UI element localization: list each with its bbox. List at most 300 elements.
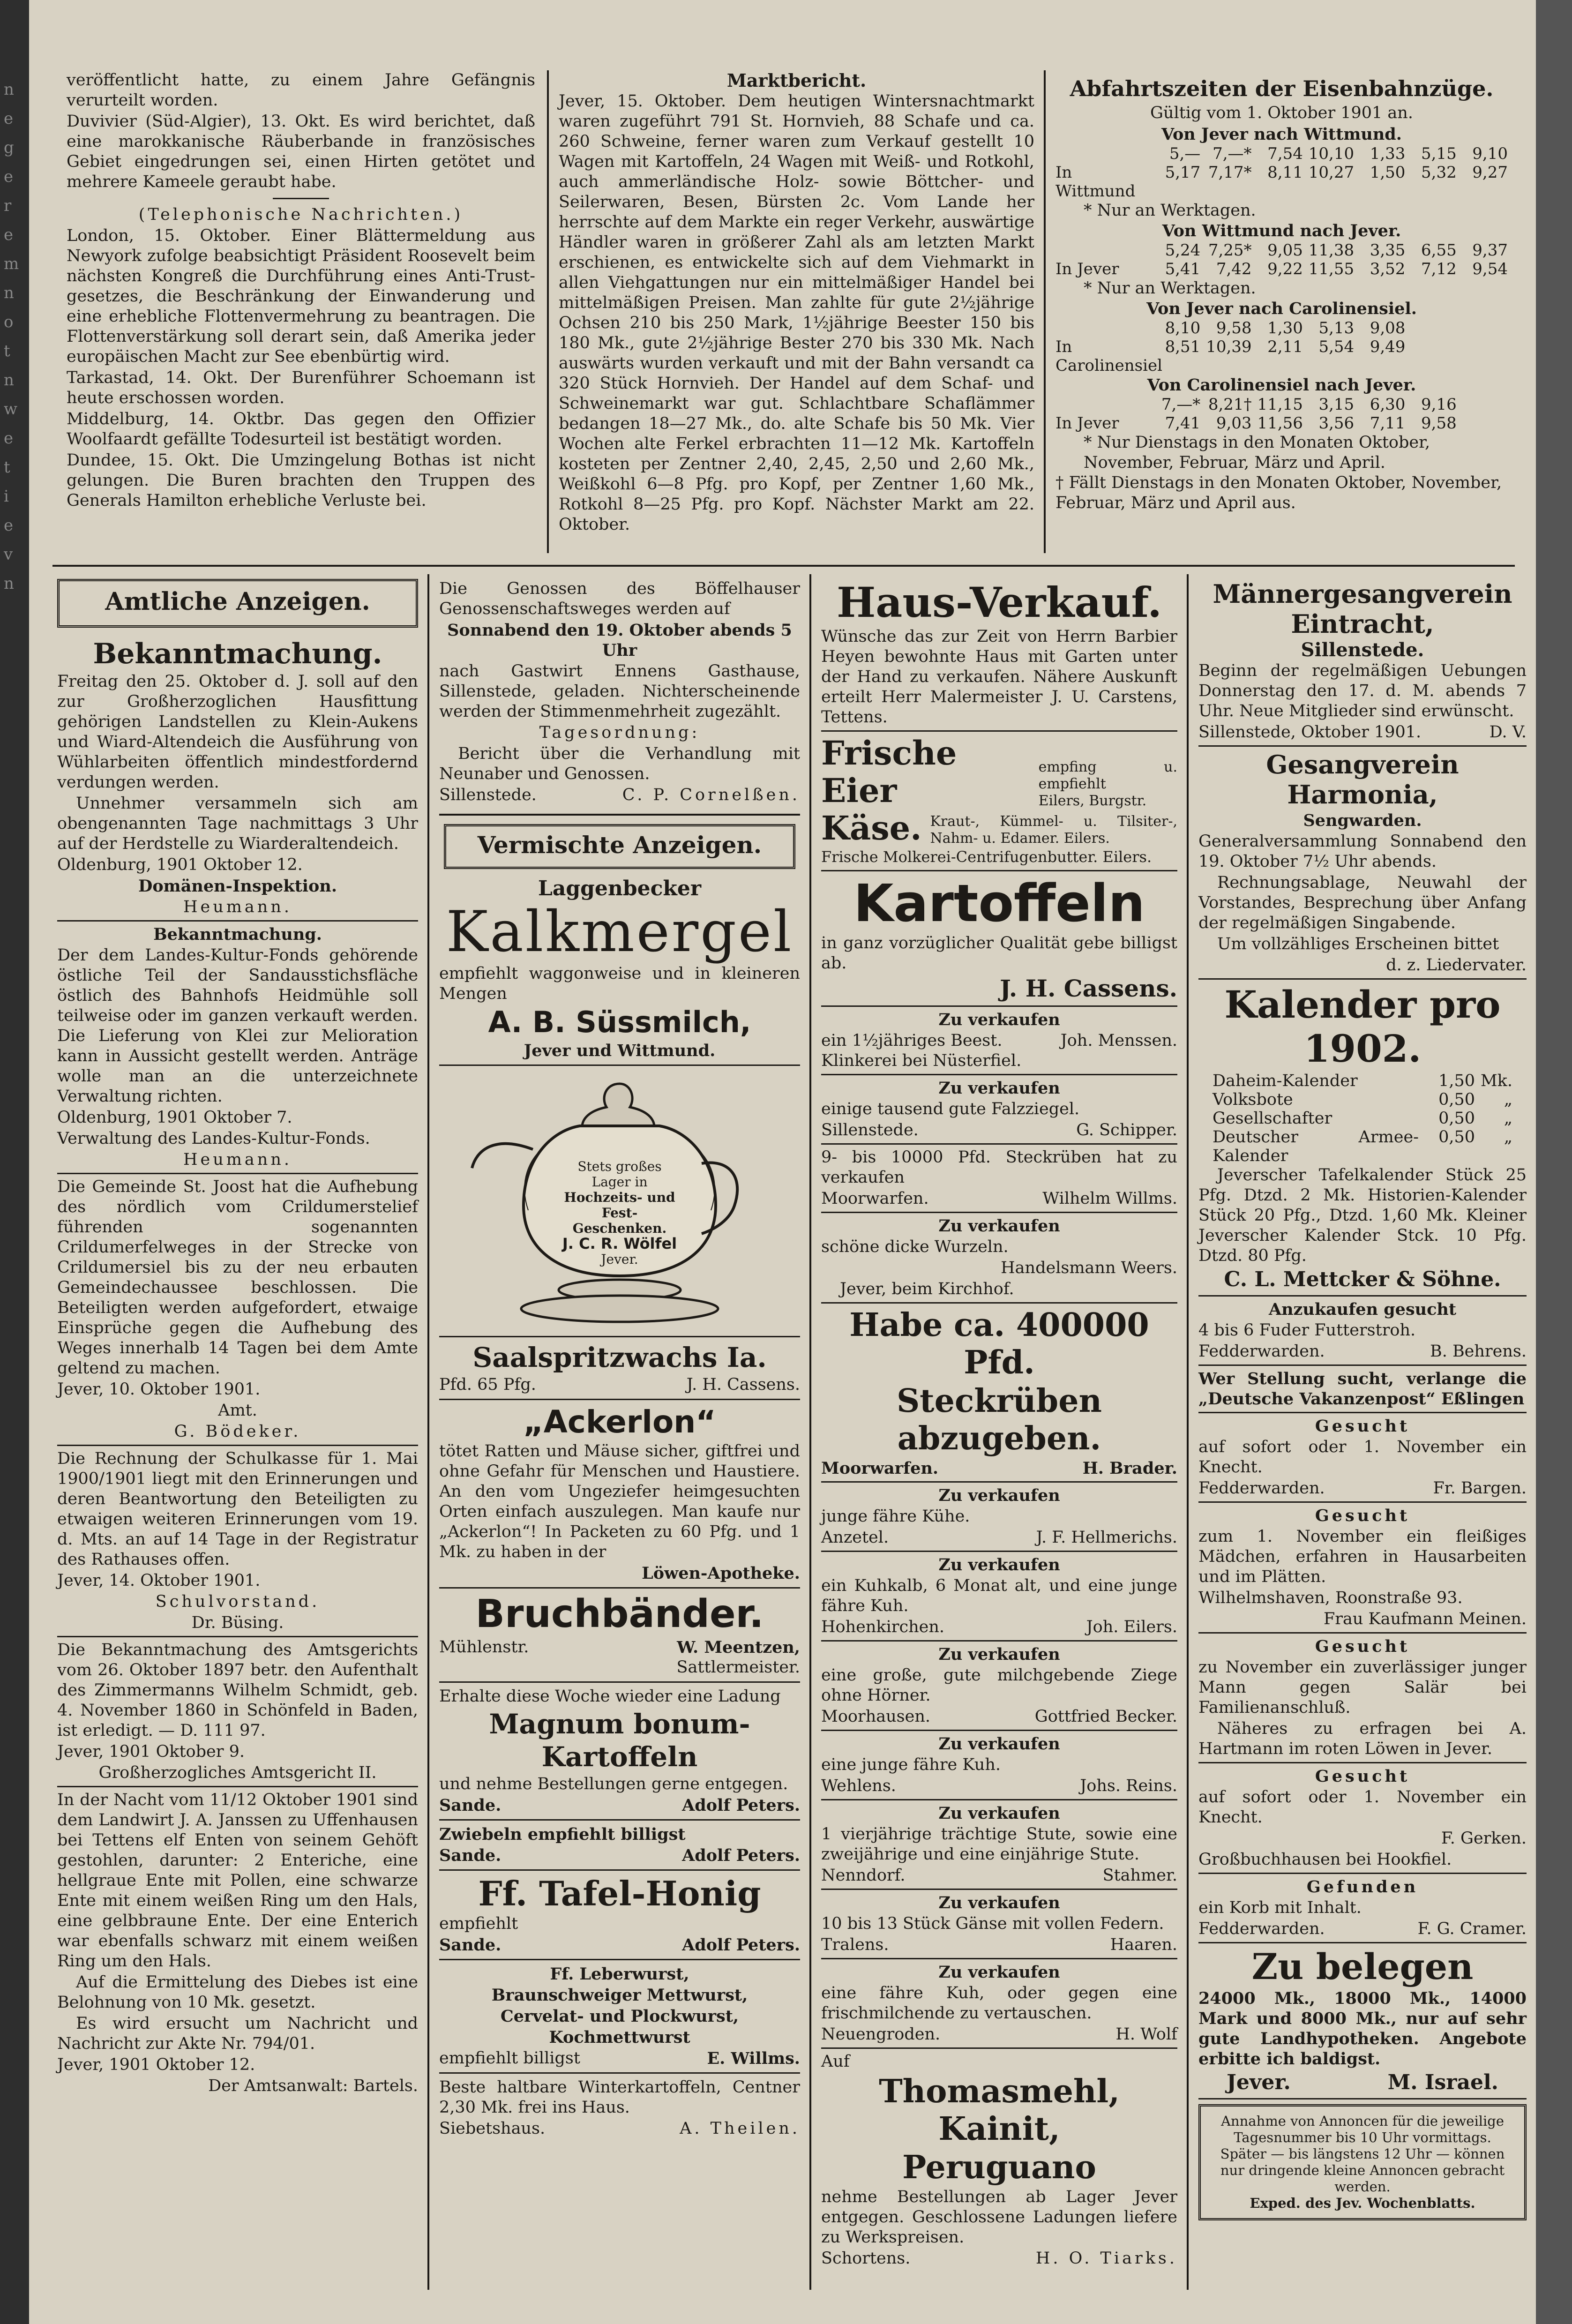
rail-time — [1405, 337, 1456, 375]
rail-time: 1,33 — [1370, 144, 1406, 163]
rail-time: 9,54 — [1472, 260, 1508, 278]
rail-time: 11,15 — [1257, 395, 1303, 414]
v10-place: Tralens. — [821, 1935, 889, 1954]
notice-sig: Exped. des Jev. Wochenblatts. — [1250, 2195, 1475, 2211]
column-rule — [547, 70, 549, 553]
kalender-item — [1213, 1090, 1512, 1109]
rail-time: 6,30 — [1370, 395, 1406, 414]
column-ads-2 — [439, 579, 800, 2139]
enten-text: In der Nacht vom 11/12 Oktober 1901 sind dem Landwirt J. A. Janssen zu Uffenhausen bei Tettens elf Enten von seinem Gehöft gestohlen, darunter: 2 Enteriche, eine hellgraue Ente mit Pollen, eine schwarze Ente mit einem weißen Ring um den Hals, eine gelbbraune Ente. Der eine Enterich war ebenfalls schwarz mit einem weißen Ring um den Hals. — [57, 1791, 418, 1971]
market-text: Jever, 15. Oktober. Dem heutigen Wintersnachtmarkt waren zugeführt 791 St. Hornvieh, 88 Schafe und ca. 260 Schweine, ferner waren zum Verkauf gestellt 10 Wagen mit Kartoffeln, 24 Wagen mit Weiß- und Rotkohl, auch ammerländische Holz- sowie Böttcher- und Seilerwaren, Besen, Bürsten 2c. Vom Lande her herrschte auf dem Markte ein reger Verkehr, auswärtige Händler waren in größerer Zahl als am letzten Markt erschienen, es entwickelte sich auf dem Viehmarkt in allen Viehgattungen nur ein mittelmäßiger Handel bei mittelmäßigen Preisen. Man zahlte für gute 2½jährige Ochsen 210 bis 250 Mark, 1½jährige Beester 150 bis 180 Mk., gute 2½jährige Bester 270 bis 330 Mk. Nach auswärts wurden verkauft und mit der Bahn versandt ca 320 Stück Hornvieh. Der Handel auf dem Schaf- und Schweinemarkt war gut. Schlachtbare Schaflämmer bedangen 18—27 Mk., do. alte Schafe bis 50 Mk. Vier Wochen alte Ferkel erbrachten 11—12 Mk. Kartoffeln kosteten per Zentner 2,40, 2,45, 2,50 und 2,60 Mk., Weißkohl 6—8 Pfg. pro Kopf, per Zentner 1,60 Mk., Rotkohl 8—25 Pfg. pro Kopf. Nächster Markt am 22. Oktober. — [559, 92, 1034, 534]
rail-time: 7,17* — [1208, 163, 1252, 182]
rail-section-title: Von Carolinensiel nach Jever. — [1147, 375, 1416, 395]
wurst-line: Ff. Leberwurst, — [550, 1964, 689, 1984]
bek1-text2: Unnehmer versammeln sich am obengenannten Tage nachmittags 3 Uhr auf der Herdstelle zu Wiarderaltendeich. — [57, 794, 418, 853]
winter-place: Siebetshaus. — [439, 2119, 546, 2138]
bruch-role: Sattlermeister. — [676, 1658, 800, 1677]
kalender-item-name: Volksbote — [1213, 1090, 1293, 1109]
steck-sig: H. Brader. — [1082, 1459, 1177, 1478]
rail-station: In Jever — [1055, 414, 1119, 433]
enten-text3: Es wird ersucht um Nachricht und Nachricht zur Akte Nr. 794/01. — [57, 2014, 418, 2053]
railway-timetable — [1055, 75, 1508, 514]
gef-text: ein Korb mit Inhalt. — [1198, 1898, 1362, 1917]
v4-text: schöne dicke Wurzeln. — [821, 1237, 1009, 1256]
newspaper-page — [29, 0, 1536, 2324]
v8-text: eine junge fähre Kuh. — [821, 1755, 1001, 1774]
harmonia-text2: Rechnungsablage, Neuwahl der Vorstandes, Besprechung über Anfang der regelmäßigen Singabende. — [1198, 873, 1527, 932]
rail-note: * Nur an Werktagen. — [1084, 279, 1256, 298]
v10-sig: Haaren. — [1110, 1935, 1177, 1954]
rail-time: 3,52 — [1370, 260, 1406, 278]
gef-title: Gefunden — [1306, 1877, 1419, 1897]
v6-text: ein Kuhkalb, 6 Monat alt, und eine junge fähre Kuh. — [821, 1576, 1177, 1615]
rail-time: 11,56 — [1257, 414, 1303, 433]
v1-title: Zu verkaufen — [938, 1010, 1060, 1029]
suess-place: Jever und Wittmund. — [524, 1041, 716, 1060]
g4-title: Gesucht — [1315, 1767, 1410, 1786]
laggen: Laggenbecker — [538, 877, 702, 900]
enten-text2: Auf die Ermittelung des Diebes ist eine Belohnung von 10 Mk. gesetzt. — [57, 1973, 418, 2012]
rail-valid: Gültig vom 1. Oktober 1901 an. — [1150, 104, 1413, 122]
rail-time: 11,38 — [1308, 241, 1355, 260]
zu-belegen: Zu belegen — [1251, 1946, 1474, 1987]
rail-time: 5,24 — [1165, 241, 1201, 260]
harmonia: Gesangverein Harmonia, — [1266, 750, 1459, 810]
column-rule — [809, 574, 811, 2290]
rail-time: 5,41 — [1165, 260, 1201, 278]
rail-time: 9,10 — [1472, 144, 1508, 163]
rail-note2: † Fällt Dienstags in den Monaten Oktober, November, Februar, März und April aus. — [1055, 473, 1502, 512]
v11-title: Zu verkaufen — [938, 1963, 1060, 1982]
kalender-item-unit: Mk. — [1480, 1072, 1512, 1090]
amtsg-place: Jever, 1901 Oktober 9. — [57, 1742, 245, 1761]
rail-time: 7,—* — [1213, 144, 1252, 163]
rail-time: 9,05 — [1267, 241, 1303, 260]
bek1-sig: Heumann. — [183, 898, 292, 916]
news-continuation: veröffentlicht hatte, zu einem Jahre Gefängnis verurteilt worden. — [67, 71, 535, 110]
v10-text: 10 bis 13 Stück Gänse mit vollen Federn. — [821, 1914, 1164, 1933]
enten-place: Jever, 1901 Oktober 12. — [57, 2055, 255, 2074]
column-official — [57, 579, 418, 2097]
genossen-date: Sonnabend den 19. Oktober abends 5 Uhr — [447, 621, 792, 660]
eintracht-sig: D. V. — [1489, 723, 1527, 742]
rail-row — [1055, 144, 1508, 163]
v2-title: Zu verkaufen — [938, 1079, 1060, 1098]
rail-time: 9,08 — [1370, 319, 1406, 337]
haus-text: Wünsche das zur Zeit von Herrn Barbier Heyen bewohnte Haus mit Garten unter der Hand zu verkaufen. Nähere Auskunft erteilt Herr Malermeister J. U. Carstens, Tettens. — [821, 627, 1177, 727]
kalender-list — [1198, 1072, 1527, 1165]
kalender-item-price: 0,50 — [1438, 1090, 1475, 1109]
honig-place: Sande. — [439, 1935, 502, 1955]
belegen-text: 24000 Mk., 18000 Mk., 14000 Mark und 8000 Mk., nur auf sehr gute Landhypotheken. Angebote erbitte ich baldigst. — [1198, 1989, 1527, 2069]
tages-text: Bericht über die Verhandlung mit Neunaber und Genossen. — [439, 744, 800, 783]
v11-place: Neuengroden. — [821, 2025, 941, 2044]
v11-text: eine fähre Kuh, oder gegen eine frischmilchende zu vertauschen. — [821, 1984, 1177, 2023]
rail-section-title: Von Jever nach Carolinensiel. — [1146, 299, 1417, 318]
rail-time: 7,11 — [1370, 414, 1406, 433]
eintracht-text: Beginn der regelmäßigen Uebungen Donnerstag den 17. d. M. abends 7 Uhr. Neue Mitglieder sind erwünscht. — [1198, 661, 1527, 720]
g1-text: auf sofort oder 1. November ein Knecht. — [1198, 1438, 1527, 1477]
rail-time: 11,55 — [1308, 260, 1355, 278]
thomasmehl: Thomasmehl, Kainit, — [879, 2073, 1120, 2148]
bruch-name: W. Meentzen, — [677, 1638, 800, 1657]
column-rule — [1187, 574, 1189, 2290]
eier-text: empfing u. empfiehlt — [1038, 759, 1177, 792]
stellung: Wer Stellung sucht, verlange die „Deutsche Vakanzenpost“ Eßlingen — [1198, 1369, 1527, 1409]
kalender-item — [1213, 1072, 1512, 1090]
rail-time: 9,58 — [1216, 319, 1252, 337]
magnum-sig: Adolf Peters. — [682, 1796, 800, 1815]
rail-note: * Nur an Werktagen. — [1084, 201, 1256, 220]
kaese-text: Kraut-, Kümmel- u. Tilsiter-, Nahm- u. Edamer. Eilers. — [930, 813, 1177, 847]
eier-sig: Eilers, Burgstr. — [1038, 793, 1147, 809]
eier: Frische Eier — [821, 734, 957, 810]
rail-time: 5,15 — [1421, 144, 1457, 163]
urn-text — [549, 1159, 690, 1267]
rail-station: In Jever — [1055, 260, 1119, 278]
habe: Habe ca. 400000 Pfd. — [849, 1306, 1149, 1381]
news-dundee: Dundee, 15. Okt. Die Umzingelung Bothas ist nicht gelungen. Die Buren brachten den Truppen des Generals Hamilton erhebliche Verluste bei. — [67, 451, 535, 510]
harmonia-text: Generalversammlung Sonnabend den 19. Oktober 7½ Uhr abends. — [1198, 832, 1527, 871]
bek1-org: Domänen-Inspektion. — [138, 877, 337, 896]
urn-line: Lager in — [591, 1174, 648, 1190]
section-divider — [52, 565, 1515, 567]
rail-title: Abfahrtszeiten der Eisenbahnzüge. — [1070, 76, 1494, 101]
kalender-item-price: 0,50 — [1438, 1128, 1475, 1147]
schul-sig: Dr. Büsing. — [191, 1613, 284, 1632]
rail-time: 1,30 — [1267, 319, 1303, 337]
rail-row — [1055, 395, 1508, 414]
bek2-text: Der dem Landes-Kultur-Fonds gehörende östliche Teil der Sandausstichsfläche östlich des Bahnhofs Heidmühle soll teilweise oder im ganzen verkauft werden. Die Lieferung von Klei zur Melioration kann in Aussicht gestellt werden. Anträge wolle man an die unterzeichnete Verwaltung richten. — [57, 946, 418, 1106]
rail-time: 9,03 — [1216, 414, 1252, 433]
g3-text: zu November ein zuverlässiger junger Mann gegen Salär bei Familienanschluß. — [1198, 1658, 1527, 1717]
saalspritzwachs: Saalspritzwachs Ia. — [472, 1342, 767, 1373]
rail-time: 1,50 — [1370, 163, 1406, 182]
notice-text: Annahme von Annoncen für die jeweilige Tagesnummer bis 10 Uhr vormittags. Später — bis längstens 12 Uhr — können nur dringende kleine Annoncen gebracht werden. — [1220, 2113, 1505, 2195]
thomas-pre: Auf — [821, 2052, 850, 2071]
g4-place: Großbuchhausen bei Hookfiel. — [1198, 1850, 1452, 1869]
tafel-honig: Ff. Tafel-Honig — [478, 1874, 761, 1913]
rail-row — [1055, 260, 1508, 278]
rail-time: 8,11 — [1267, 163, 1303, 182]
rail-time: 3,15 — [1318, 395, 1355, 414]
rail-time — [1457, 414, 1508, 433]
news-telephone-heading: (Telephonische Nachrichten.) — [138, 205, 464, 224]
v5-text: junge fähre Kühe. — [821, 1507, 970, 1526]
news-column — [67, 70, 535, 512]
rail-time: 10,39 — [1206, 337, 1252, 356]
eintracht-date: Sillenstede, Oktober 1901. — [1198, 723, 1422, 742]
bruch-place: Mühlenstr. — [439, 1638, 529, 1657]
column-rule — [427, 574, 429, 2290]
rail-station — [1055, 319, 1149, 337]
g3-text2: Näheres zu erfragen bei A. Hartmann im roten Löwen in Jever. — [1198, 1719, 1527, 1758]
g2-place: Wilhelmshaven, Roonstraße 93. — [1198, 1589, 1463, 1607]
g1-title: Gesucht — [1315, 1417, 1410, 1436]
gef-sig: F. G. Cramer. — [1417, 1919, 1527, 1938]
news-duvivier: Duvivier (Süd-Algier), 13. Okt. Es wird berichtet, daß eine marokkanische Räuberbande in französisches Gebiet eingedrungen sei, einen Hirten getötet und mehrere Kameele geraubt habe. — [67, 112, 535, 191]
kalender-item-name: Gesellschafter — [1213, 1109, 1332, 1128]
rail-time: 7,25* — [1208, 241, 1252, 260]
v3-place: Moorwarfen. — [821, 1189, 929, 1208]
page-edge — [1536, 0, 1572, 2324]
v3-text: 9- bis 10000 Pfd. Steckrüben hat zu verkaufen — [821, 1148, 1177, 1187]
thomas-sig: H. O. Tiarks. — [1035, 2249, 1177, 2268]
rail-time: 7,12 — [1421, 260, 1457, 278]
v2-place: Sillenstede. — [821, 1121, 919, 1140]
ackerlon-shop: Löwen-Apotheke. — [642, 1564, 800, 1583]
rail-station — [1055, 395, 1149, 414]
rail-time: 5,— — [1169, 144, 1201, 163]
rail-time: 9,22 — [1267, 260, 1303, 278]
rail-time: 9,58 — [1421, 414, 1457, 433]
rail-time: 7,54 — [1267, 144, 1303, 163]
wurst-sig: E. Willms. — [707, 2049, 800, 2068]
column-ads-3 — [821, 579, 1177, 2269]
magnum-text: Erhalte diese Woche wieder eine Ladung — [439, 1687, 781, 1706]
ankauf-sig: B. Behrens. — [1430, 1342, 1527, 1361]
rail-station: In Wittmund — [1055, 163, 1136, 201]
urn-line: Stets großes — [577, 1159, 662, 1174]
column-ads-4 — [1198, 579, 1527, 2225]
rail-time: 6,55 — [1421, 241, 1457, 260]
v10-title: Zu verkaufen — [938, 1893, 1060, 1912]
kalender-title: Kalender pro 1902. — [1224, 982, 1501, 1071]
v2-text: einige tausend gute Falzziegel. — [821, 1100, 1080, 1118]
g2-sig: Frau Kaufmann Meinen. — [1324, 1610, 1527, 1628]
rail-time: 10,10 — [1308, 144, 1355, 163]
rail-row — [1055, 319, 1508, 337]
rail-time: 5,32 — [1421, 163, 1457, 182]
rail-sections — [1055, 124, 1508, 473]
tages-heading: Tagesordnung: — [539, 723, 700, 742]
v9-title: Zu verkaufen — [938, 1804, 1060, 1823]
genossen-sig: C. P. Cornelßen. — [622, 786, 800, 804]
bek1-text: Freitag den 25. Oktober d. J. soll auf den zur Großherzoglichen Hausfittung gehörigen Landstellen zu Klein-Aukens und Wiard-Altendeich die Ausführung von Wühlarbeiten öffentlich mindestfordernd verdungen werden. — [57, 672, 418, 792]
steckrueben: Steckrüben abzugeben. — [897, 1382, 1102, 1457]
enten-sig: Der Amtsanwalt: Bartels. — [208, 2077, 418, 2095]
magnum-place: Sande. — [439, 1796, 502, 1815]
bleed-through-text: n e g e r e m n o t n w e t i e v n — [4, 80, 19, 593]
bek2-title: Bekanntmachung. — [153, 925, 322, 944]
g1-place: Fedderwarden. — [1198, 1479, 1325, 1498]
joost-text: Die Gemeinde St. Joost hat die Aufhebung des nördlich vom Crildumerstelief führenden sogenannten Crildumerfelweges in der Strecke von Crildumersiel bis zu der neu erbauten Gemeindechaussee beschlossen. Die Beteiligten werden aufgefordert, etwaige Einsprüche gegen die Aufhebung des Weges innerhalb 14 Tagen bei dem Amte geltend zu machen. — [57, 1177, 418, 1378]
schul-text: Die Rechnung der Schulkasse für 1. Mai 1900/1901 liegt mit den Erinnerungen und deren Beantwortung den Beteiligten zu etwaigen weiteren Erinnerungen vom 19. d. Mts. an auf 14 Tage in der Registratur des Rathauses offen. — [57, 1449, 418, 1569]
bek2-place: Oldenburg, 1901 Oktober 7. — [57, 1108, 292, 1127]
rail-time: 5,17 — [1165, 163, 1201, 182]
rail-time: 8,51 — [1165, 337, 1201, 356]
g1-sig: Fr. Bargen. — [1433, 1479, 1527, 1498]
kalender-item-name: Daheim-Kalender — [1213, 1072, 1358, 1090]
bek2-sig: Heumann. — [183, 1150, 292, 1169]
kalender-item-price: 0,50 — [1438, 1109, 1475, 1128]
v1-sig: Joh. Menssen. — [1060, 1031, 1177, 1050]
market-title: Marktbericht. — [726, 70, 867, 91]
v5-place: Anzetel. — [821, 1528, 889, 1547]
news-tarkastad: Tarkastad, 14. Okt. Der Burenführer Schoemann ist heute erschossen worden. — [67, 368, 535, 407]
wurst-line: Cervelat- und Plockwurst, — [500, 2007, 739, 2026]
market-report — [559, 70, 1034, 536]
harmonia-place: Sengwarden. — [1303, 811, 1422, 830]
rail-time: 10,27 — [1308, 163, 1355, 182]
urn-line: J. C. R. Wölfel — [562, 1235, 677, 1252]
wurst-text: empfiehlt billigst — [439, 2049, 580, 2068]
ankauf-text: 4 bis 6 Fuder Futterstroh. — [1198, 1321, 1416, 1340]
amtsg-org: Großherzogliches Amtsgericht II. — [98, 1763, 377, 1782]
suessmilch: A. B. Süssmilch, — [488, 1005, 751, 1039]
g4-sig: F. Gerken. — [1441, 1829, 1527, 1848]
rail-time: 3,35 — [1370, 241, 1406, 260]
winter-sig: A. Theilen. — [680, 2119, 800, 2138]
vermischte-header — [444, 824, 795, 869]
belegen-sig: M. Israel. — [1387, 2070, 1498, 2094]
rail-row — [1055, 241, 1508, 260]
honig-sig: Adolf Peters. — [682, 1935, 800, 1955]
rail-time: 5,13 — [1318, 319, 1355, 337]
book-spine — [0, 0, 29, 2324]
g2-title: Gesucht — [1315, 1506, 1410, 1525]
bek1-title: Bekanntmachung. — [93, 637, 382, 670]
v6-sig: Joh. Eilers. — [1086, 1618, 1177, 1636]
genossen-text: Die Genossen des Böffelhauser Genossenschaftsweges werden auf — [439, 579, 800, 618]
rail-section-title: Von Wittmund nach Jever. — [1162, 221, 1401, 240]
rail-note: * Nur Dienstags in den Monaten Oktober, November, Februar, März und April. — [1084, 433, 1430, 472]
urn-line: Jever. — [601, 1252, 638, 1267]
v5-title: Zu verkaufen — [938, 1486, 1060, 1505]
thomas-text: nehme Bestellungen ab Lager Jever entgegen. Geschlossene Ladungen liefere zu Werkspreisen. — [821, 2188, 1177, 2247]
v8-sig: Johs. Reins. — [1080, 1777, 1177, 1795]
v4-title: Zu verkaufen — [938, 1216, 1060, 1236]
eintracht-place: Sillenstede. — [1301, 639, 1424, 661]
rail-time — [1457, 319, 1508, 337]
wurst-line: Braunschweiger Mettwurst, — [491, 1986, 748, 2005]
joost-org: Amt. — [218, 1401, 257, 1420]
rail-station — [1055, 144, 1149, 163]
amtliche-title: Amtliche Anzeigen. — [105, 587, 370, 616]
kalender-text: Jeverscher Tafelkalender Stück 25 Pfg. Dtzd. 2 Mk. Historien-Kalender Stück 20 Pfg., Dtzd. 1,60 Mk. Kleiner Jeverscher Kalender Stck. 10 Pfg. Dtzd. 80 Pfg. — [1198, 1166, 1527, 1265]
zwiebeln-sig: Adolf Peters. — [682, 1846, 800, 1865]
rail-section-title: Von Jever nach Wittmund. — [1161, 125, 1402, 144]
genossen-text2: nach Gastwirt Ennens Gasthause, Sillenstede, geladen. Nichterscheinende werden der Stimmenmehrheit zugezählt. — [439, 662, 800, 721]
wurst-line: Kochmettwurst — [549, 2028, 690, 2047]
v8-title: Zu verkaufen — [938, 1734, 1060, 1754]
v7-sig: Gottfried Becker. — [1034, 1707, 1177, 1726]
rail-station: In Carolinensiel — [1055, 337, 1162, 375]
rail-time: 9,49 — [1370, 337, 1406, 356]
rail-station — [1055, 241, 1149, 260]
amtsg-text: Die Bekanntmachung des Amtsgerichts vom 26. Oktober 1897 betr. den Aufenthalt des Zimmermanns Wilhelm Schmidt, geb. 4. November 1860 in Schönfeld in Baden, ist erledigt. — D. 111 97. — [57, 1641, 418, 1740]
rail-time — [1405, 319, 1456, 337]
gef-place: Fedderwarden. — [1198, 1919, 1325, 1938]
magnum-text2: und nehme Bestellungen gerne entgegen. — [439, 1775, 788, 1793]
news-london: London, 15. Oktober. Einer Blättermeldung aus Newyork zufolge beabsichtigt Präsident Roosevelt beim nächsten Kongreß die Durchführung eines Anti-Trust-gesetzes, die Beschränkung der Einwanderung und eine erhebliche Flottenvermehrung zu beantragen. Die Flottenverstärkung soll derart sein, daß Amerika jeder europäischen Macht zur See ebenbürtig wird. — [67, 226, 535, 366]
harmonia-text3: Um vollzähliges Erscheinen bittet — [1217, 935, 1499, 953]
rail-time: 2,11 — [1267, 337, 1303, 356]
magnum-bonum: Magnum bonum-Kartoffeln — [489, 1708, 750, 1773]
ankauf-title: Anzukaufen gesucht — [1268, 1300, 1457, 1319]
amtliche-header — [57, 579, 418, 628]
v9-sig: Stahmer. — [1102, 1866, 1177, 1885]
urn-line: Hochzeits- und Fest- — [564, 1190, 675, 1221]
kalender-item — [1213, 1109, 1512, 1128]
g4-text: auf sofort oder 1. November ein Knecht. — [1198, 1788, 1527, 1827]
kalender-item-price: 1,50 — [1438, 1072, 1475, 1090]
ackerlon: „Ackerlon“ — [523, 1404, 716, 1440]
v2-sig: G. Schipper. — [1076, 1121, 1177, 1140]
kalk-text: empfiehlt waggonweise und in kleineren Mengen — [439, 964, 800, 1003]
harmonia-sig: d. z. Liedervater. — [1386, 956, 1527, 975]
rail-row — [1055, 163, 1508, 201]
v6-title: Zu verkaufen — [938, 1555, 1060, 1574]
v11-sig: H. Wolf — [1115, 2025, 1177, 2044]
v9-text: 1 vierjährige trächtige Stute, sowie eine zweijährige und eine einjährige Stute. — [821, 1825, 1177, 1864]
kartoffeln-text: in ganz vorzüglicher Qualität gebe billigst ab. — [821, 934, 1177, 973]
genossen-place: Sillenstede. — [439, 786, 537, 804]
kalkmergel: Kalkmergel — [446, 900, 793, 965]
divider — [273, 198, 329, 199]
kalender-item — [1213, 1128, 1512, 1165]
rail-time: 5,54 — [1318, 337, 1355, 356]
v7-place: Moorhausen. — [821, 1707, 931, 1726]
butter: Frische Molkerei-Centrifugenbutter. Eilers. — [821, 848, 1152, 866]
winter-text: Beste haltbare Winterkartoffeln, Centner 2,30 Mk. frei ins Haus. — [439, 2078, 800, 2117]
v7-title: Zu verkaufen — [938, 1645, 1060, 1664]
schul-org: Schulvorstand. — [155, 1592, 320, 1611]
v3-sig: Wilhelm Willms. — [1042, 1189, 1177, 1208]
kalender-item-name: Deutscher Armee-Kalender — [1213, 1128, 1419, 1165]
rail-time: 7,—* — [1161, 395, 1201, 414]
kaese: Käse. — [821, 809, 922, 847]
rail-time: 9,37 — [1472, 241, 1508, 260]
news-middelburg: Middelburg, 14. Oktbr. Das gegen den Offizier Woolfaardt gefällte Todesurteil ist bestätigt worden. — [67, 410, 535, 449]
rail-time — [1457, 337, 1508, 375]
peruguano: Peruguano — [902, 2149, 1096, 2186]
zwiebeln: Zwiebeln empfiehlt billigst — [439, 1825, 686, 1844]
joost-place: Jever, 10. Oktober 1901. — [57, 1380, 261, 1399]
urn-line: Geschenken. — [572, 1221, 667, 1236]
v1-place: Klinkerei bei Nüsterfiel. — [821, 1051, 1022, 1070]
haus-verkauf: Haus-Verkauf. — [837, 578, 1162, 627]
saal-price: Pfd. 65 Pfg. — [439, 1375, 536, 1394]
kalender-item-unit: „ — [1504, 1128, 1512, 1147]
thomas-place: Schortens. — [821, 2249, 911, 2268]
kartoffeln-sig: J. H. Cassens. — [1000, 975, 1177, 1002]
rail-time: 3,56 — [1318, 414, 1355, 433]
v9-place: Nenndorf. — [821, 1866, 906, 1885]
rail-row — [1055, 414, 1508, 433]
bek2-org: Verwaltung des Landes-Kultur-Fonds. — [57, 1129, 370, 1148]
kalender-item-unit: „ — [1504, 1090, 1512, 1109]
urn-illustration — [439, 1070, 800, 1332]
column-rule — [1044, 70, 1046, 553]
schul-place: Jever, 14. Oktober 1901. — [57, 1571, 261, 1590]
g3-title: Gesucht — [1315, 1637, 1410, 1656]
v5-sig: J. F. Hellmerichs. — [1036, 1528, 1177, 1547]
notice-box — [1198, 2104, 1527, 2220]
joost-sig: G. Bödeker. — [174, 1422, 301, 1441]
rail-time: 9,27 — [1472, 163, 1508, 182]
rail-time: 8,21† — [1208, 395, 1252, 414]
bruchbaender: Bruchbänder. — [475, 1592, 764, 1636]
zwiebeln-place: Sande. — [439, 1846, 502, 1865]
kalender-item-unit: „ — [1504, 1109, 1512, 1128]
v7-text: eine große, gute milchgebende Ziege ohne Hörner. — [821, 1666, 1177, 1705]
rail-time: 7,42 — [1216, 260, 1252, 278]
v1-text: ein 1½jähriges Beest. — [821, 1031, 1003, 1050]
v8-place: Wehlens. — [821, 1777, 896, 1795]
rail-time: 7,41 — [1165, 414, 1201, 433]
belegen-place: Jever. — [1227, 2070, 1291, 2094]
